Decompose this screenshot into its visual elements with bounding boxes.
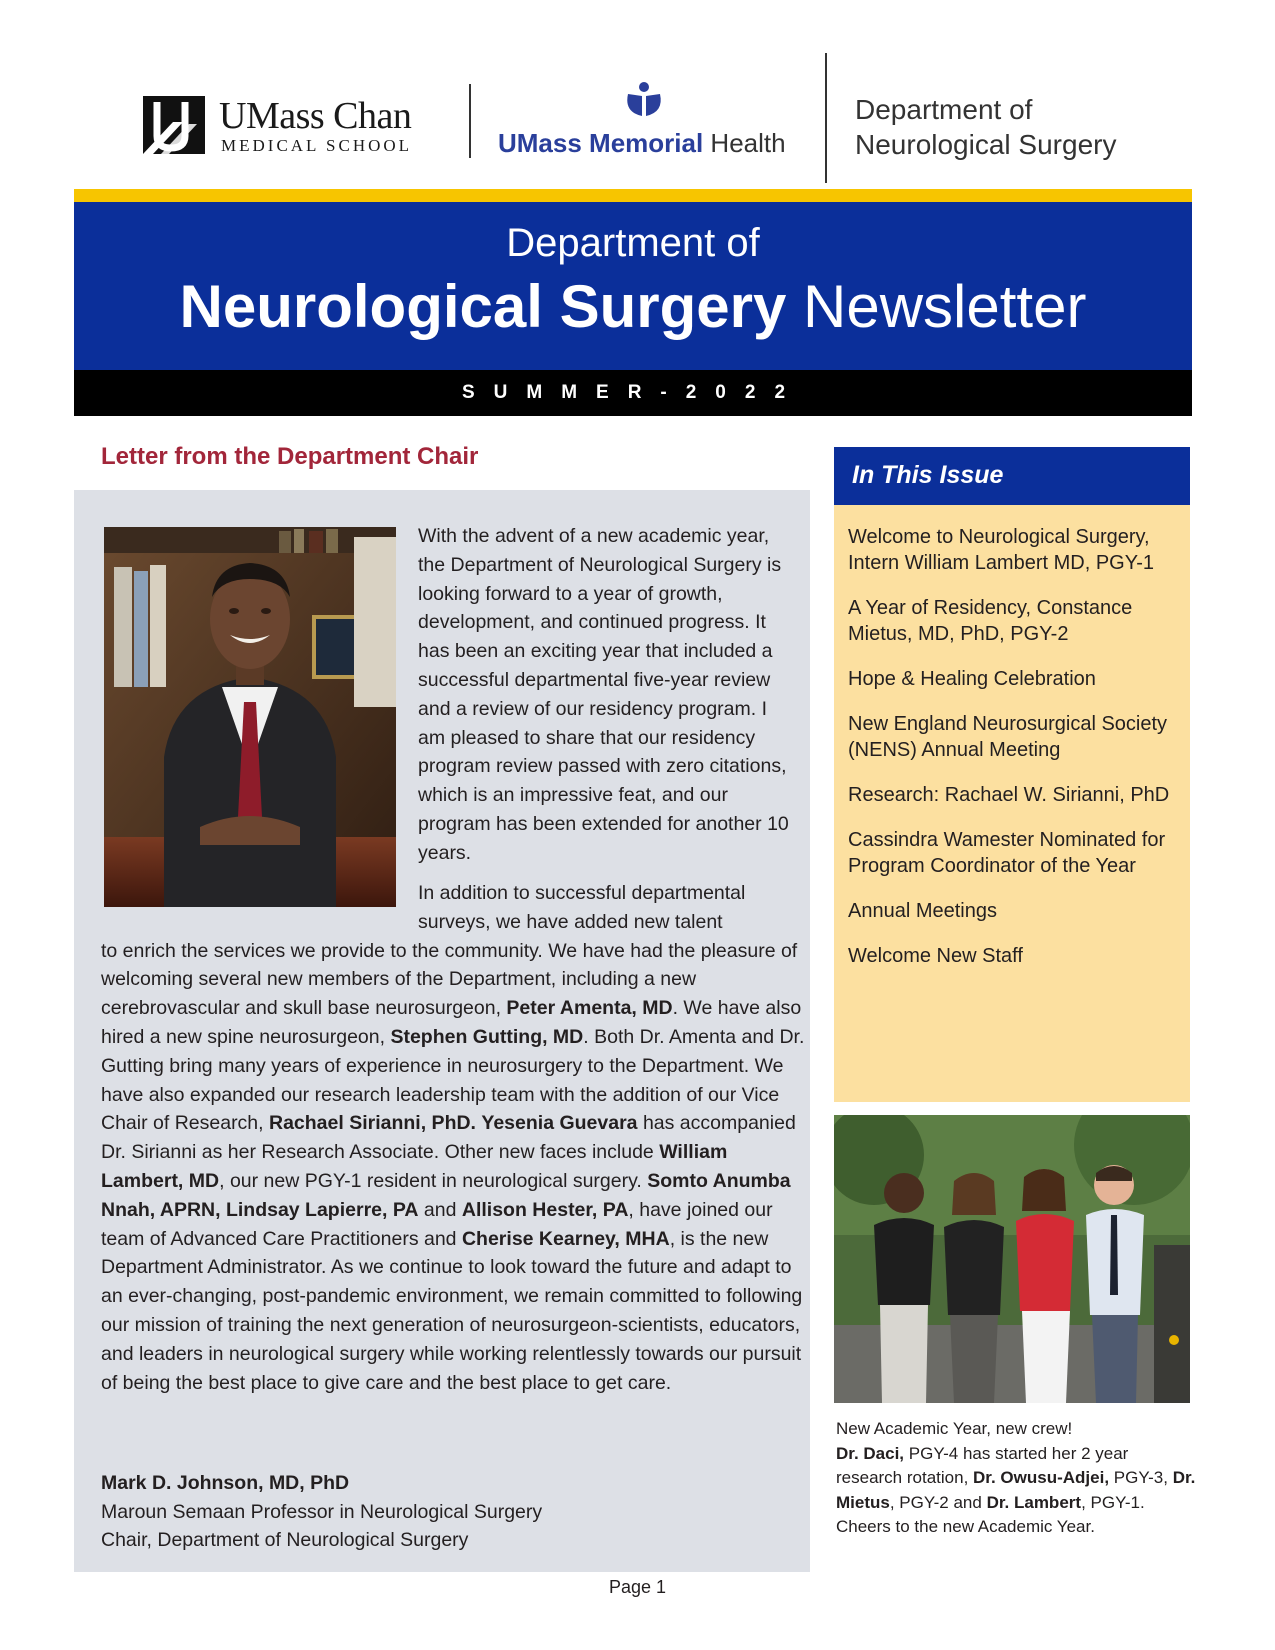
issue-list-item[interactable]: Hope & Healing Celebration	[848, 668, 1096, 690]
umass-chan-mark-icon	[143, 96, 205, 154]
caption-line: New Academic Year, new crew!	[836, 1419, 1073, 1438]
letter-text: to enrich the services we provide to the community. We have had the pleasure of welcoming several new members of the Department, including a new cerebrovascular and skull base neurosurgeon,	[101, 939, 798, 1020]
caption-name: Dr. Daci,	[836, 1443, 905, 1463]
dept-line-1: Department of	[855, 94, 1033, 125]
umass-chan-school: MEDICAL SCHOOL	[221, 136, 413, 155]
logo-divider	[825, 53, 827, 183]
signature-title: Maroun Semaan Professor in Neurological Surgery	[101, 1500, 543, 1523]
signature-name: Mark D. Johnson, MD, PhD	[101, 1472, 350, 1494]
caption-text: PGY-3,	[1113, 1468, 1168, 1487]
newsletter-banner	[74, 202, 1192, 370]
caption-name: Dr. Owusu-Adjei,	[973, 1468, 1110, 1487]
umass-memorial-mark-icon	[622, 82, 666, 118]
issue-list-item[interactable]: Annual Meetings	[848, 900, 997, 922]
letter-text: has accompanied Dr. Sirianni as her Research Associate. Other new faces include	[101, 1112, 796, 1164]
letter-text: . Both Dr. Amenta and Dr. Gutting bring many years of experience in neurosurgery to the Department. We have also expanded our research leadership team with the addition of our Vice Chair of Research,	[101, 1025, 805, 1135]
department-logo-text	[855, 92, 1175, 162]
umm-health: Health	[710, 128, 786, 158]
umm-name: UMass Memorial	[498, 128, 704, 158]
letter-text: and	[423, 1198, 457, 1221]
umass-chan-name: UMass Chan	[219, 95, 412, 137]
issue-list-item[interactable]: New England Neurosurgical Society (NENS) Annual Meeting	[848, 713, 1168, 761]
banner-subtitle: Department of	[506, 221, 760, 265]
title-regular: Newsletter	[803, 273, 1087, 340]
letter-paragraph-2-intro: In addition to successful departmental surveys, we have added new talent	[418, 882, 746, 933]
staff-name: Yesenia Guevara	[481, 1112, 638, 1135]
letter-signature	[101, 1469, 801, 1555]
in-this-issue-title: In This Issue	[852, 461, 1004, 489]
caption-text: , PGY-2 and	[889, 1492, 982, 1512]
photo-caption	[836, 1417, 1196, 1540]
issue-list-item[interactable]: Research: Rachael W. Sirianni, PhD	[848, 784, 1170, 806]
signature-title: Chair, Department of Neurological Surgery	[101, 1529, 469, 1551]
newsletter-title	[74, 272, 1192, 342]
letter-text: . We have also hired a new spine neurosurgeon,	[101, 997, 802, 1048]
letter-heading: Letter from the Department Chair	[101, 443, 479, 470]
letter-paragraph-1: With the advent of a new academic year, the Department of Neurological Surgery is looking forward to a year of growth, development, and continued progress. It has been an exciting year that included a successful departmental five-year review and a review of our residency program. I am pleased to share that our residency program review passed with zero citations, which is an impressive feat, and our program has been extended for another 10 years.	[418, 525, 789, 864]
issue-list-item[interactable]: Cassindra Wamester Nominated for Program Coordinator of the Year	[848, 829, 1166, 877]
issue-list-item[interactable]: Welcome to Neurological Surgery, Intern William Lambert MD, PGY-1	[848, 526, 1155, 574]
staff-name: Peter Amenta, MD	[506, 997, 673, 1020]
letter-paragraph-2	[101, 879, 806, 1397]
staff-name: William Lambert, MD	[101, 1141, 728, 1192]
staff-name: Allison Hester, PA	[461, 1198, 629, 1221]
staff-name: Rachael Sirianni, PhD.	[269, 1112, 476, 1135]
resident-group-photo	[834, 1115, 1190, 1403]
letter-text: , is the new Department Administrator. As we continue to look toward the future and adapt to an ever-changing, post-pandemic environment, we remain committed to following our mission of training the next generation of neurosurgeon-scientists, educators, and leaders in neurological surgery while working relentlessly towards our pursuit of being the best place to give care and the best place to get care.	[101, 1227, 803, 1394]
issue-list-item[interactable]: Welcome New Staff	[848, 945, 1023, 967]
staff-name: Stephen Gutting, MD	[390, 1025, 584, 1048]
caption-text: , PGY-1. Cheers to the new Academic Year.	[836, 1492, 1145, 1536]
letter-text: , have joined our team of Advanced Care Practitioners and	[101, 1198, 773, 1250]
umass-memorial-logo	[498, 82, 808, 162]
caption-text: PGY-4 has started her 2 year research rotation,	[836, 1443, 1129, 1487]
issue-date-bar: SUMMER-2022	[74, 370, 1192, 416]
letter-text: , our new PGY-1 resident in neurological surgery.	[219, 1169, 642, 1192]
staff-name: Somto Anumba Nnah, APRN, Lindsay Lapierre, PA	[101, 1169, 791, 1221]
caption-name: Dr. Mietus	[836, 1468, 1196, 1512]
gold-accent-bar	[74, 189, 1192, 202]
issue-list-item[interactable]: A Year of Residency, Constance Mietus, MD, PhD, PGY-2	[848, 597, 1133, 645]
in-this-issue-header	[834, 447, 1190, 505]
umass-memorial-wordmark	[498, 128, 786, 159]
logo-divider	[469, 84, 471, 158]
staff-name: Cherise Kearney, MHA	[461, 1227, 670, 1250]
issue-list	[848, 524, 1184, 988]
caption-name: Dr. Lambert	[986, 1492, 1082, 1512]
dept-line-2: Neurological Surgery	[855, 129, 1117, 160]
title-bold: Neurological Surgery	[179, 273, 787, 340]
page-number: Page 1	[608, 1577, 667, 1597]
department-chair-photo	[104, 527, 396, 907]
umass-chan-logo	[143, 96, 443, 156]
